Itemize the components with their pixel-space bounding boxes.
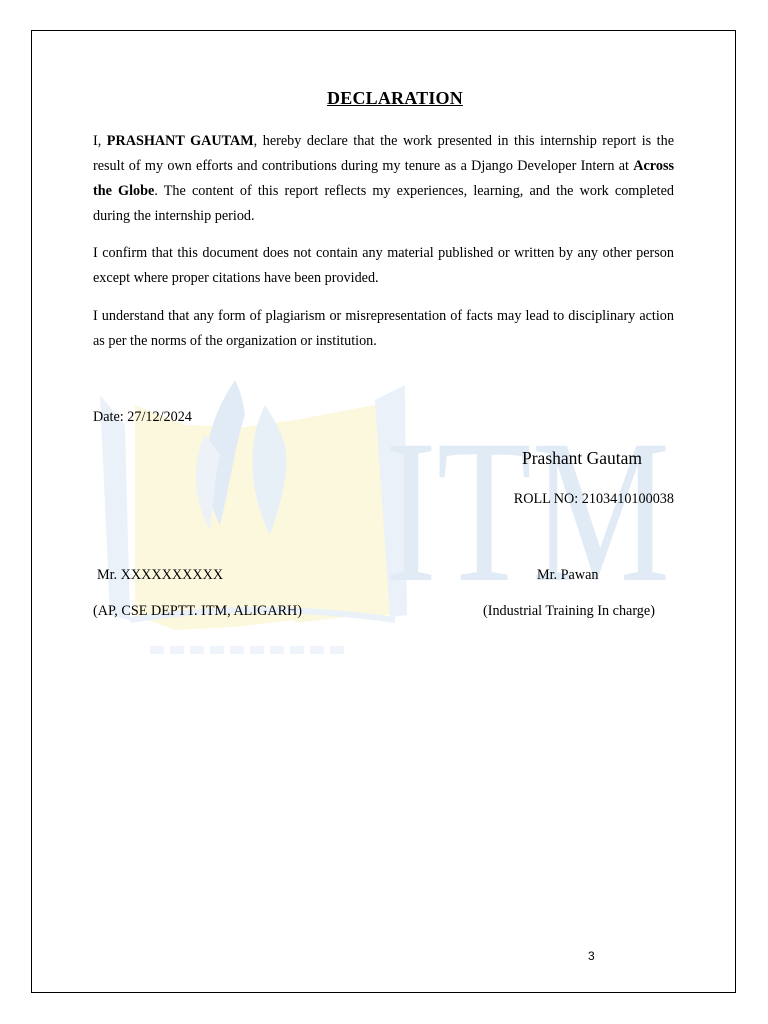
paragraph-1-prefix: I, (93, 133, 107, 149)
paragraph-1-suffix: . The content of this report reflects my experiences, learning, and the work completed during the internship period. (93, 183, 674, 224)
declaration-paragraph-1 (93, 129, 674, 229)
paragraph-1-middle: , hereby declare that the work presented in this internship report is the result of my own efforts and contributions during my tenure as a Django Developer Intern at (93, 133, 675, 174)
company-name-bold: Across the Globe (93, 158, 674, 199)
declaration-paragraph-2: I confirm that this document does not contain any material published or written by any other person except where proper citations have been provided. (93, 245, 674, 286)
incharge-name: Mr. Pawan (537, 567, 599, 583)
guide-name: Mr. XXXXXXXXXX (97, 567, 224, 583)
declaration-date: Date: 27/12/2024 (93, 409, 192, 425)
student-name-bold: PRASHANT GAUTAM (106, 133, 254, 149)
incharge-designation: (Industrial Training In charge) (483, 603, 655, 619)
student-signature-name: Prashant Gautam (522, 448, 643, 468)
page-number: 3 (588, 949, 595, 963)
declaration-paragraph-3: I understand that any form of plagiarism or misrepresentation of facts may lead to disciplinary action as per the norms of the organization or institution. (93, 308, 674, 349)
watermark-text: ITM (385, 398, 670, 625)
roll-number: ROLL NO: 2103410100038 (513, 491, 674, 507)
guide-designation: (AP, CSE DEPTT. ITM, ALIGARH) (93, 603, 302, 619)
declaration-title: DECLARATION (327, 88, 463, 108)
